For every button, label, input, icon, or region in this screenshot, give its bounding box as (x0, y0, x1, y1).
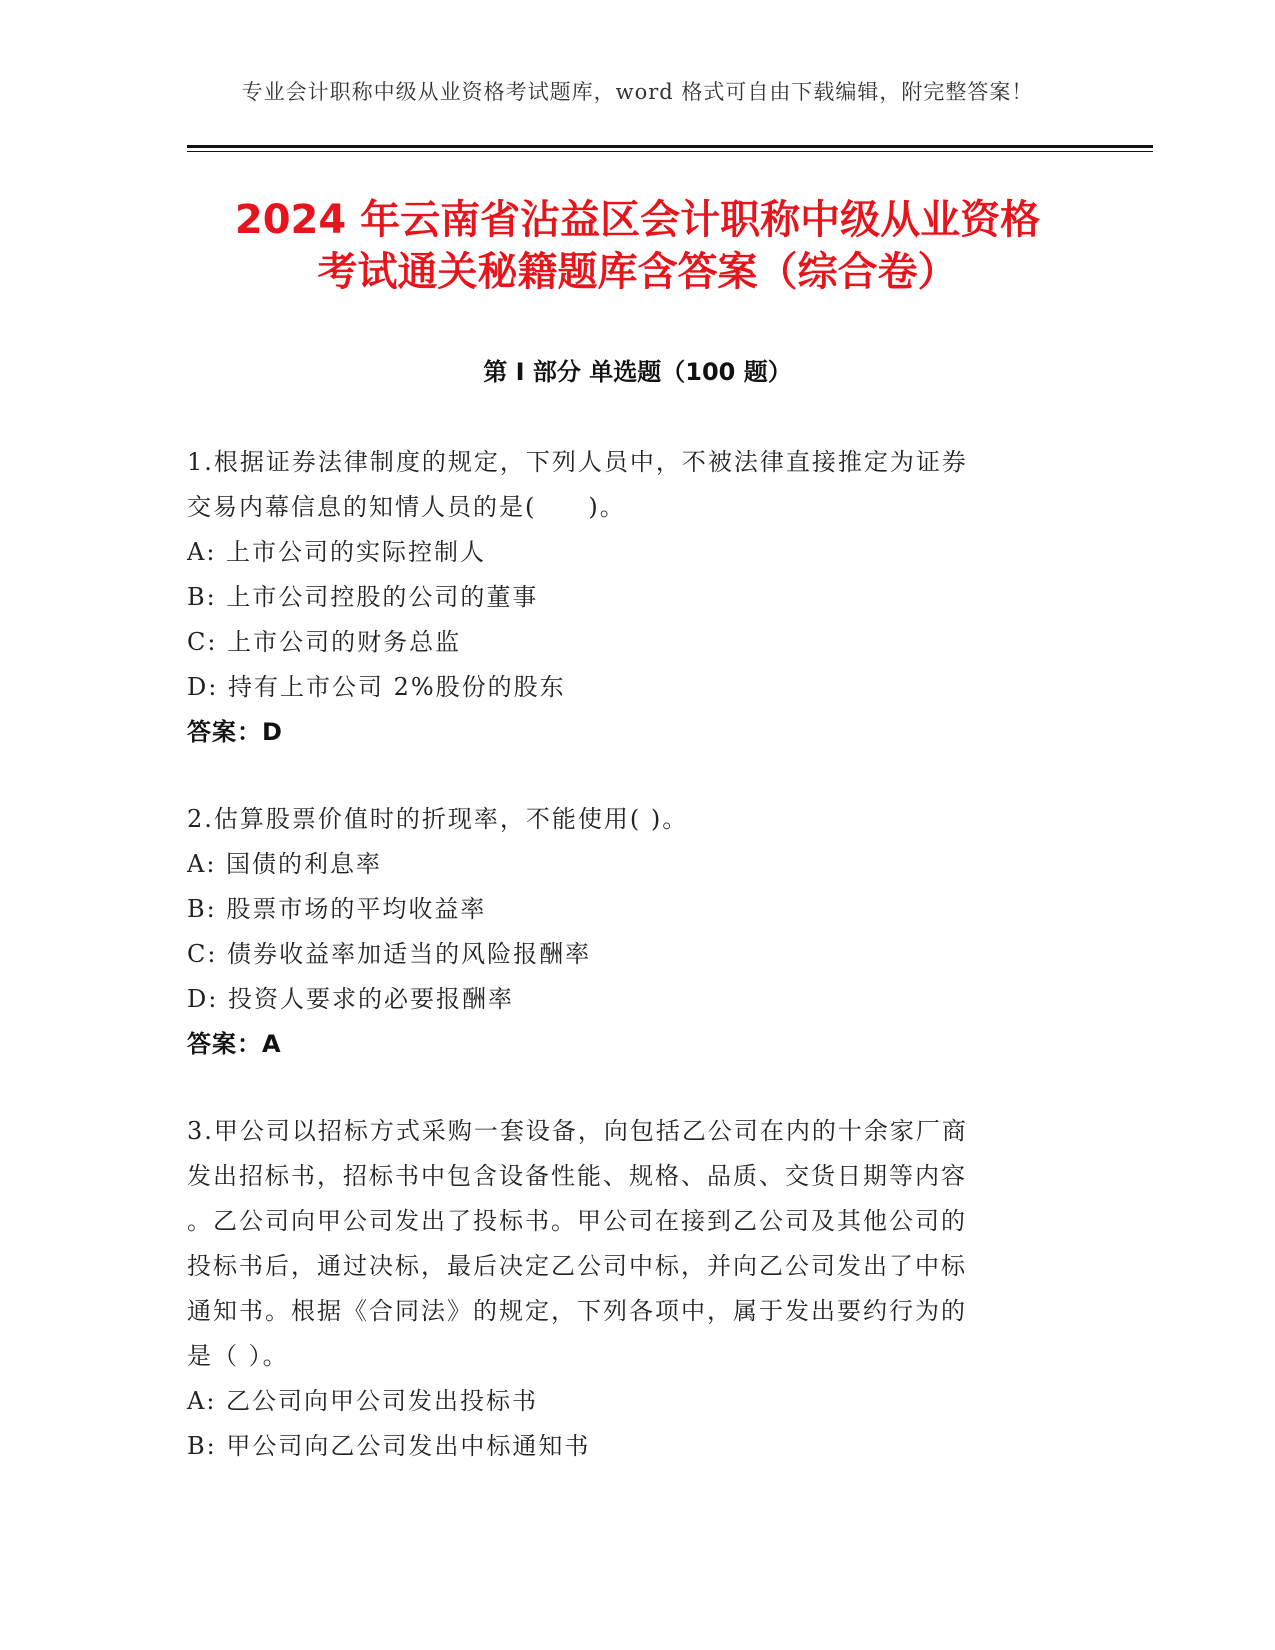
option-a: A: 乙公司向甲公司发出投标书 (187, 1387, 539, 1415)
question-list (187, 440, 1067, 1469)
header-rule (187, 145, 1153, 148)
question-stem-line: 交易内幕信息的知情人员的是( )。 (187, 493, 626, 521)
option-d: D: 投资人要求的必要报酬率 (187, 985, 514, 1013)
question-stem-line: 通知书。根据《合同法》的规定，下列各项中，属于发出要约行为的 (187, 1297, 967, 1325)
title-line-2: 考试通关秘籍题库含答案（综合卷） (317, 249, 958, 295)
question-gap (187, 1067, 1067, 1109)
section-title: 第 I 部分 单选题（100 题） (483, 358, 792, 386)
option-a: A: 国债的利息率 (187, 850, 383, 878)
answer-label: 答案：D (187, 718, 283, 746)
option-c: C: 上市公司的财务总监 (187, 628, 462, 656)
question-stem-line: 投标书后，通过决标，最后决定乙公司中标，并向乙公司发出了中标 (187, 1252, 967, 1280)
question-3 (187, 1109, 1067, 1469)
question-stem-line: 是（ ）。 (187, 1342, 289, 1370)
document-title (0, 194, 1275, 298)
question-stem-line: 3.甲公司以招标方式采购一套设备，向包括乙公司在内的十余家厂商 (187, 1117, 968, 1145)
question-gap (187, 755, 1067, 797)
option-d: D: 持有上市公司 2%股份的股东 (187, 673, 566, 701)
question-stem-line: 。乙公司向甲公司发出了投标书。甲公司在接到乙公司及其他公司的 (187, 1207, 967, 1235)
question-1 (187, 440, 1067, 755)
option-b: B: 上市公司控股的公司的董事 (187, 583, 539, 611)
option-b: B: 甲公司向乙公司发出中标通知书 (187, 1432, 591, 1460)
question-stem-line: 1.根据证券法律制度的规定，下列人员中，不被法律直接推定为证券 (187, 448, 968, 476)
question-stem-line: 发出招标书，招标书中包含设备性能、规格、品质、交货日期等内容 (187, 1162, 967, 1190)
answer-label: 答案：A (187, 1030, 282, 1058)
question-2 (187, 797, 1067, 1067)
option-a: A: 上市公司的实际控制人 (187, 538, 487, 566)
option-b: B: 股票市场的平均收益率 (187, 895, 487, 923)
title-line-1: 2024 年云南省沾益区会计职称中级从业资格 (234, 197, 1041, 243)
option-c: C: 债券收益率加适当的风险报酬率 (187, 940, 592, 968)
header-rule-thin (187, 151, 1153, 152)
header-note: 专业会计职称中级从业资格考试题库，word 格式可自由下载编辑，附完整答案！ (241, 80, 1034, 104)
question-stem-line: 2.估算股票价值时的折现率，不能使用( )。 (187, 805, 689, 833)
